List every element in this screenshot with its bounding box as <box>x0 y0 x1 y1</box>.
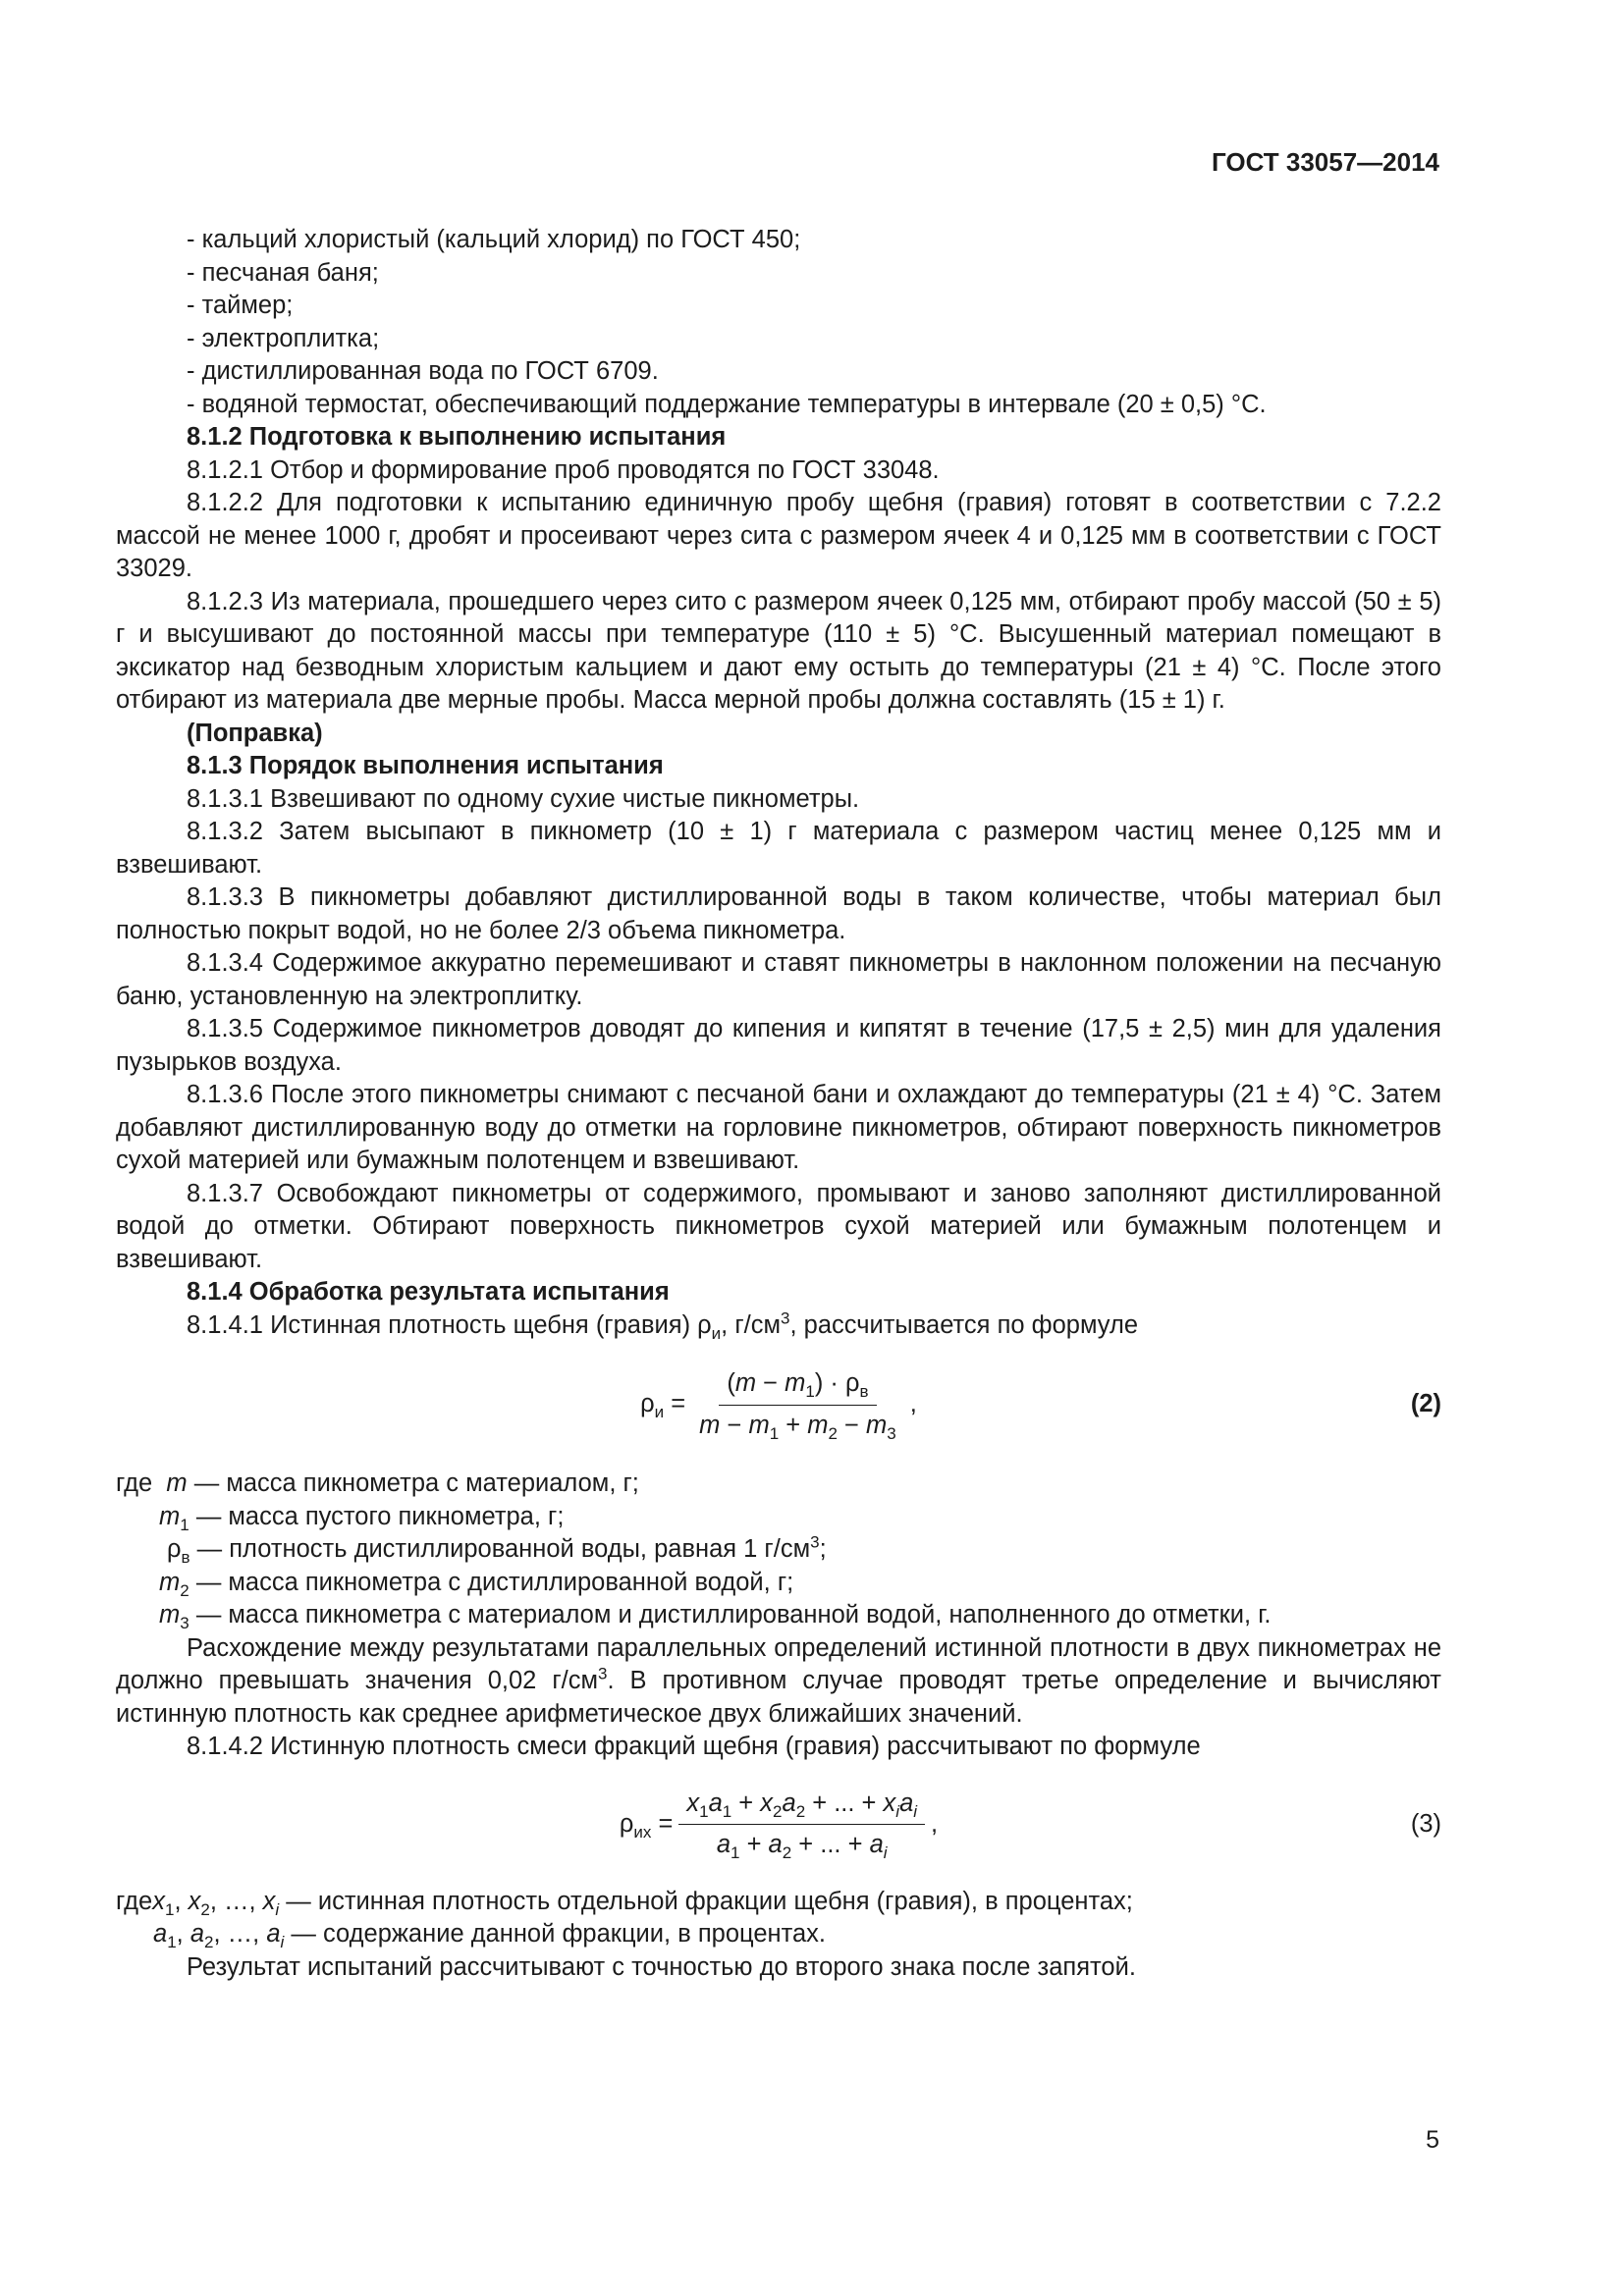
paragraph: 8.1.3.1 Взвешивают по одному сухие чистые пикнометры. <box>187 784 860 813</box>
paragraph: 8.1.3.7 Освобождают пикнометры от содержимого, промывают и заново заполняют дистиллированной водой до отметки. Обтирают поверхность пикнометров сухой материей или бумажным полотенцем и взвешивают. <box>116 1179 1441 1273</box>
page-content <box>116 224 1441 1984</box>
list-item: - кальций хлористый (кальций хлорид) по ГОСТ 450; <box>187 226 801 253</box>
page-number: 5 <box>1426 2126 1439 2154</box>
section-heading: 8.1.3 Порядок выполнения испытания <box>187 752 664 779</box>
paragraph: Расхождение между результатами параллельных определений истинной плотности в двух пикнометрах не должно превышать значения 0,02 $г/см^3$. В противном случае проводят третье определение и вычисляют истинную плотность как среднее арифметическое двух ближайших значений. <box>116 1633 1441 1728</box>
paragraph: 8.1.2.2 Для подготовки к испытанию единичную пробу щебня (гравия) готовят в соответствии с 7.2.2 массой не менее 1000 г, дробят и просеивают через сита с размером ячеек 4 и 0,125 мм в соответствии с ГОСТ 33029. <box>116 489 1441 582</box>
paragraph: 8.1.3.3 В пикнометры добавляют дистиллированной воды в таком количестве, чтобы материал был полностью покрыт водой, но не более 2/3 объема пикнометра. <box>116 883 1441 944</box>
section-heading: 8.1.2 Подготовка к выполнению испытания <box>187 423 727 451</box>
where-list: гдеx$_1$, $x_2$, …, $x_i$ — истинная плотность отдельной фракции щебня (гравия), в процентах; $a_1$, $a_2$, …, $a_i$ — содержание данной фракции, в процентах. <box>116 1887 1133 1952</box>
document-code: ГОСТ 33057—2014 <box>1212 147 1439 177</box>
paragraph: 8.1.4.1 Истинная плотность щебня (гравия) $\rho_и$, $г/см^3$, рассчитывается по формуле <box>187 1308 1139 1343</box>
paragraph: 8.1.2.3 Из материала, прошедшего через сито с размером ячеек 0,125 мм, отбирают пробу массой (50 ± 5) г и высушивают до постоянной массы при температуре (110 ± 5) °С. Высушенный материал помещают в эксикатор над безводным хлористым кальцием и дают ему остыть до температуры (21 ± 4) °С. После этого отбирают из материала две мерные пробы. Масса мерной пробы должна составлять (15 ± 1) г. <box>116 587 1441 714</box>
paragraph: 8.1.3.5 Содержимое пикнометров доводят до кипения и кипятят в течение (17,5 ± 2,5) мин для удаления пузырьков воздуха. <box>116 1015 1441 1076</box>
paragraph: 8.1.4.2 Истинную плотность смеси фракций щебня (гравия) рассчитывают по формуле <box>187 1733 1201 1760</box>
list-item: - электроплитка; <box>187 324 380 352</box>
formula-number: (3) <box>1410 1809 1441 1838</box>
amendment-note: (Поправка) <box>187 719 323 747</box>
list-item: - водяной термостат, обеспечивающий поддержание температуры в интервале (20 ± 0,5) °С. <box>187 390 1267 418</box>
paragraph: Результат испытаний рассчитывают с точностью до второго знака после запятой. <box>187 1952 1136 1981</box>
formula-2: $\rho_и$ = $\frac{(m - m_1) \cdot \rho_в}{m - m_1 + m_2 - m_3}$ , (2) <box>116 1342 1441 1468</box>
list-item: - дистиллированная вода по ГОСТ 6709. <box>187 357 659 385</box>
paragraph: 8.1.3.2 Затем высыпают в пикнометр (10 ± 1) г материала с размером частиц менее 0,125 мм и взвешивают. <box>116 818 1441 879</box>
paragraph: 8.1.2.1 Отбор и формирование проб проводятся по ГОСТ 33048. <box>187 455 940 484</box>
paragraph: 8.1.3.4 Содержимое аккуратно перемешивают и ставят пикнометры в наклонном положении на песчаную баню, установленную на электроплитку. <box>116 949 1441 1010</box>
paragraph: 8.1.3.6 После этого пикнометры снимают с песчаной бани и охлаждают до температуры (21 ± 4) °С. Затем добавляют дистиллированную воду до отметки на горловине пикнометров, обтирают поверхность пикнометров сухой материей или бумажным полотенцем и взвешивают. <box>116 1081 1441 1174</box>
formula-number: (2) <box>1410 1390 1441 1418</box>
section-heading: 8.1.4 Обработка результата испытания <box>187 1278 670 1306</box>
formula-3: $\rho_{их}$ = $\frac{x_1a_1 + x_2a_2 + ... + x_ia_i}{a_1 + a_2 + ... + a_i}$ , (3) <box>116 1764 1441 1886</box>
list-item: - таймер; <box>187 292 294 319</box>
list-item: - песчаная баня; <box>187 258 379 287</box>
where-list: где m — масса пикнометра с материалом, г; $m_1$ — масса пустого пикнометра, г; $\rho_в$ — плотность дистиллированной воды, равная 1 $г/см^3$; $m_2$ — масса пикнометра с дистиллированной водой, г; $m_3$ — масса пикнометра с материалом и дистиллированной водой, наполненного до отметки, г. <box>116 1469 1272 1633</box>
